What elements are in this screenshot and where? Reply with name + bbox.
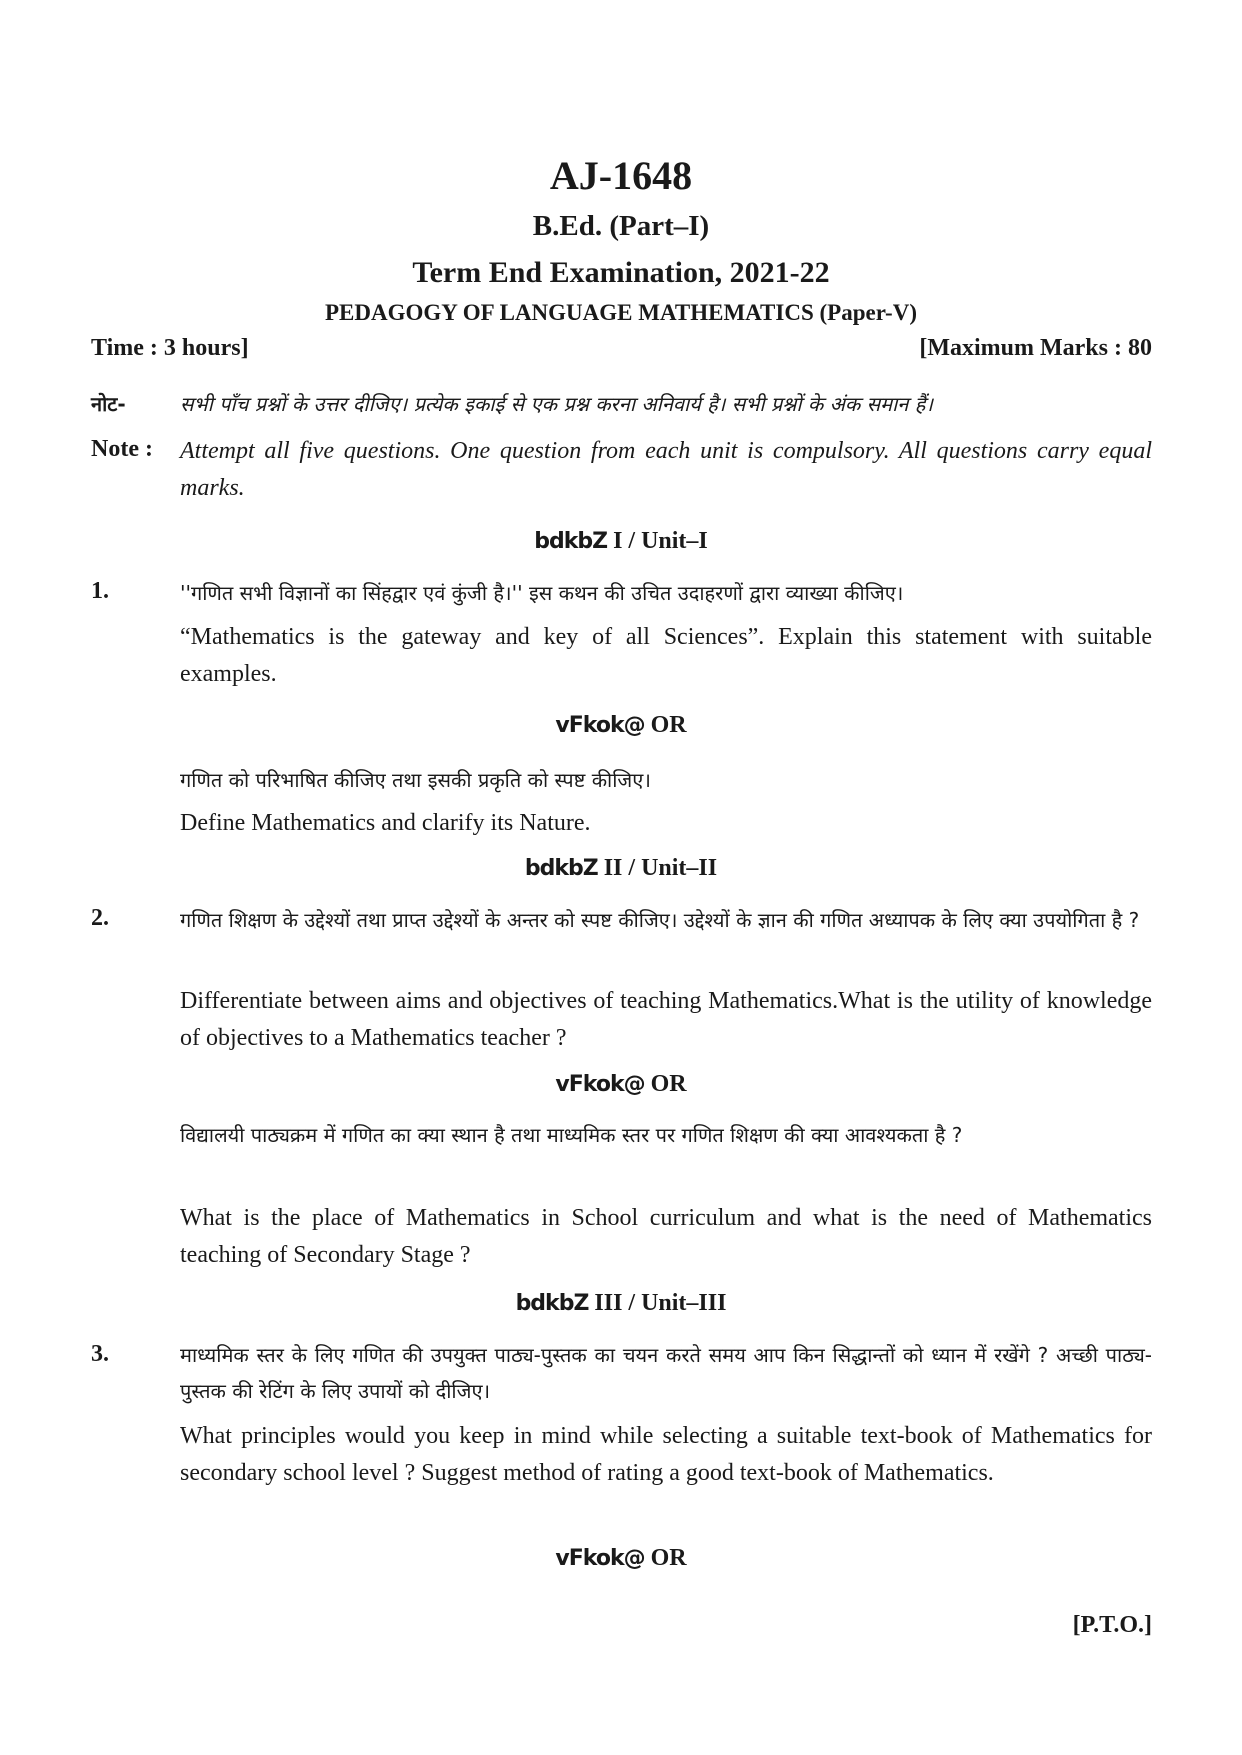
or-divider-2 xyxy=(0,1071,1242,1098)
unit-label: III / Unit–III xyxy=(594,1290,727,1316)
unit-prefix: bdkbZ xyxy=(515,1291,589,1316)
unit-heading-1 xyxy=(0,528,1242,555)
unit-prefix: bdkbZ xyxy=(534,529,608,554)
question-number-1: 1. xyxy=(91,578,109,604)
course-title: B.Ed. (Part–I) xyxy=(532,210,710,242)
question-1-english: “Mathematics is the gateway and key of all Sciences”. Explain this statement with suitable examples. xyxy=(180,624,1152,687)
unit-heading-3 xyxy=(0,1290,1242,1317)
or-divider-3 xyxy=(0,1545,1242,1572)
unit-prefix: bdkbZ xyxy=(524,856,598,881)
or-prefix: vFkok@ xyxy=(555,1072,645,1097)
question-2-english: Differentiate between aims and objectives of teaching Mathematics.What is the utility of knowledge of objectives to a Mathematics teacher ? xyxy=(180,988,1152,1051)
unit-label: I / Unit–I xyxy=(613,528,708,554)
question-1-alt-english: Define Mathematics and clarify its Nature. xyxy=(180,810,591,836)
or-divider-1 xyxy=(0,712,1242,739)
exam-title: Term End Examination, 2021-22 xyxy=(412,256,830,289)
paper-title: PEDAGOGY OF LANGUAGE MATHEMATICS (Paper-V) xyxy=(324,300,917,325)
note-label-english: Note : xyxy=(91,436,153,462)
question-3-english: What principles would you keep in mind while selecting a suitable text-book of Mathematics for secondary school level ? Suggest method of rating a good text-book of Mathematics. xyxy=(180,1423,1152,1486)
question-2-alt-hindi: विद्यालयी पाठ्यक्रम में गणित का क्या स्थान है तथा माध्यमिक स्तर पर गणित शिक्षण की क्या आवश्यकता है ? xyxy=(180,1123,963,1147)
paper-code: AJ-1648 xyxy=(549,153,693,198)
page-turn-over: [P.T.O.] xyxy=(1072,1612,1152,1638)
note-label-hindi: नोट- xyxy=(91,392,126,416)
question-2-hindi: गणित शिक्षण के उद्देश्यों तथा प्राप्त उद्देश्यों के अन्तर को स्पष्ट कीजिए। उद्देश्यों के ज्ञान की गणित अध्यापक के लिए क्या उपयोगिता है ? xyxy=(180,908,1140,932)
or-label: OR xyxy=(650,712,687,738)
or-label: OR xyxy=(650,1071,687,1097)
question-number-3: 3. xyxy=(91,1341,109,1367)
time-allowed: Time : 3 hours] xyxy=(91,335,249,361)
question-1-alt-hindi: गणित को परिभाषित कीजिए तथा इसकी प्रकृति को स्पष्ट कीजिए। xyxy=(180,768,651,792)
note-text-hindi: सभी पाँच प्रश्नों के उत्तर दीजिए। प्रत्येक इकाई से एक प्रश्न करना अनिवार्य है। सभी प्रश्नों के अंक समान हैं। xyxy=(180,392,933,416)
maximum-marks: [Maximum Marks : 80 xyxy=(919,335,1152,361)
or-prefix: vFkok@ xyxy=(555,713,645,738)
note-text-english: Attempt all five questions. One question from each unit is compulsory. All questions carry equal marks. xyxy=(180,438,1152,501)
or-label: OR xyxy=(650,1545,687,1571)
unit-heading-2 xyxy=(0,855,1242,882)
unit-label: II / Unit–II xyxy=(603,855,718,881)
question-1-hindi: ''गणित सभी विज्ञानों का सिंहद्वार एवं कुंजी है।'' इस कथन की उचित उदाहरणों द्वारा व्याख्या कीजिए। xyxy=(180,581,904,605)
question-number-2: 2. xyxy=(91,905,109,931)
question-3-hindi: माध्यमिक स्तर के लिए गणित की उपयुक्त पाठ्य-पुस्तक का चयन करते समय आप किन सिद्धान्तों को ध्यान में रखेंगे ? अच्छी पाठ्य-पुस्तक की रेटिंग के लिए उपायों को दीजिए। xyxy=(180,1343,1152,1403)
or-prefix: vFkok@ xyxy=(555,1546,645,1571)
question-2-alt-english: What is the place of Mathematics in School curriculum and what is the need of Mathematics teaching of Secondary Stage ? xyxy=(180,1205,1152,1268)
